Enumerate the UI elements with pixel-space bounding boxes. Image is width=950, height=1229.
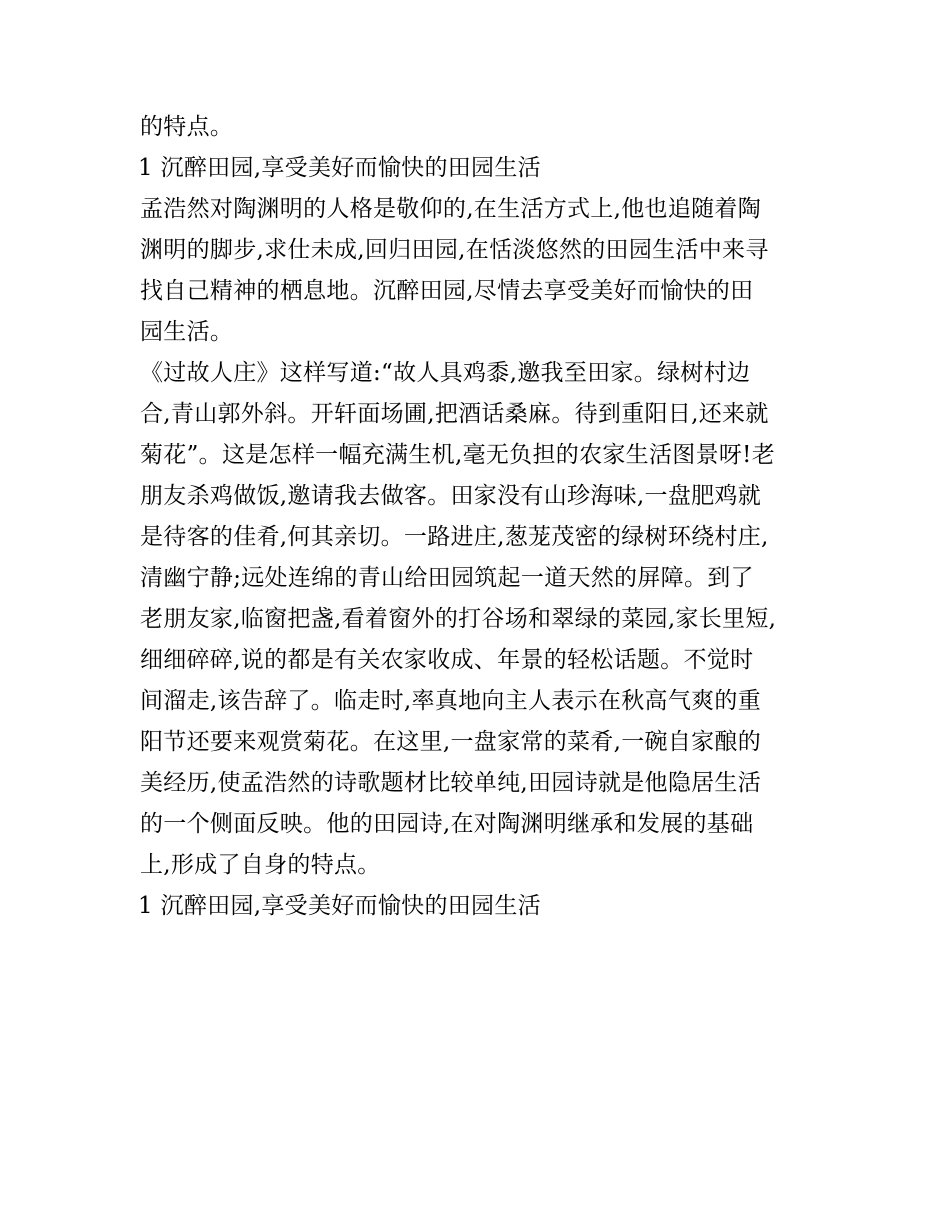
text-line: 合,青山郭外斜。开轩面场圃,把酒话桑麻。待到重阳日,还来就 (140, 401, 769, 427)
text-line: 美经历,使孟浩然的诗歌题材比较单纯,田园诗就是他隐居生活 (140, 770, 762, 796)
document-body (140, 107, 820, 927)
text-line: 细细碎碎,说的都是有关农家收成、年景的轻松话题。不觉时 (140, 647, 754, 673)
text-line: 上,形成了自身的特点。 (140, 852, 381, 878)
text-line: 园生活。 (140, 319, 234, 345)
text-line: 菊花”。这是怎样一幅充满生机,毫无负担的农家生活图景呀!老 (140, 442, 776, 468)
text-line: 《过故人庄》这样写道:“故人具鸡黍,邀我至田家。绿树村边 (140, 360, 751, 386)
section-heading: 1 沉醉田园,享受美好而愉快的田园生活 (138, 155, 541, 181)
text-line: 间溜走,该告辞了。临走时,率真地向主人表示在秋高气爽的重 (140, 688, 762, 714)
section-heading: 1 沉醉田园,享受美好而愉快的田园生活 (138, 893, 541, 919)
text-line: 的特点。 (140, 114, 234, 140)
text-line: 阳节还要来观赏菊花。在这里,一盘家常的菜肴,一碗自家酿的 (140, 729, 762, 755)
text-line: 老朋友家,临窗把盏,看着窗外的打谷场和翠绿的菜园,家长里短, (140, 606, 777, 632)
text-line: 渊明的脚步,求仕未成,回归田园,在恬淡悠然的田园生活中来寻 (140, 237, 769, 263)
text-line: 的一个侧面反映。他的田园诗,在对陶渊明继承和发展的基础 (140, 811, 754, 837)
text-line: 朋友杀鸡做饭,邀请我去做客。田家没有山珍海味,一盘肥鸡就 (140, 483, 762, 509)
text-line: 孟浩然对陶渊明的人格是敬仰的,在生活方式上,他也追随着陶 (140, 196, 762, 222)
text-line: 是待客的佳肴,何其亲切。一路进庄,葱茏茂密的绿树环绕村庄, (140, 524, 769, 550)
text-line: 找自己精神的栖息地。沉醉田园,尽情去享受美好而愉快的田 (140, 278, 754, 304)
text-line: 清幽宁静;远处连绵的青山给田园筑起一道天然的屏障。到了 (140, 565, 754, 591)
